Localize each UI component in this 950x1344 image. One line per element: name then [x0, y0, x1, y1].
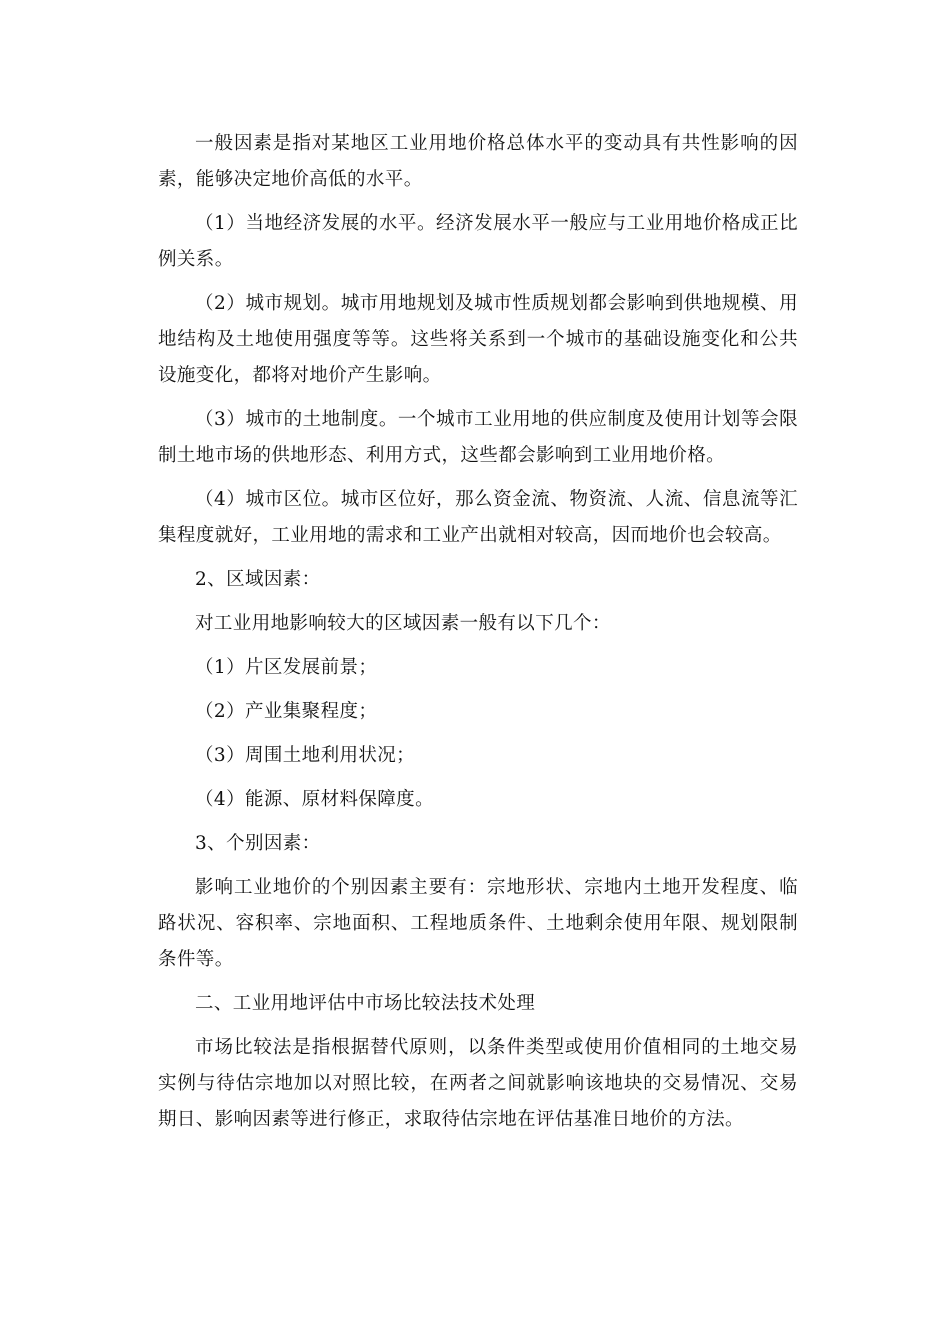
list-item-energy-supply: （4）能源、原材料保障度。 — [195, 789, 434, 810]
paragraph-economic-level: （1）当地经济发展的水平。经济发展水平一般应与工业用地价格成正比例关系。 — [158, 213, 798, 270]
paragraph-urban-location: （4）城市区位。城市区位好，那么资金流、物资流、人流、信息流等汇集程度就好，工业用地的需求和工业产出就相对较高，因而地价也会较高。 — [158, 489, 798, 546]
paragraph-individual-factors: 影响工业地价的个别因素主要有：宗地形状、宗地内土地开发程度、临路状况、容积率、宗地面积、工程地质条件、土地剩余使用年限、规划限制条件等。 — [158, 877, 798, 970]
paragraph-market-comparison: 市场比较法是指根据替代原则，以条件类型或使用价值相同的土地交易实例与待估宗地加以对照比较，在两者之间就影响该地块的交易情况、交易期日、影响因素等进行修正，求取待估宗地在评估基准日地价的方法。 — [158, 1037, 798, 1130]
list-item-industry-cluster: （2）产业集聚程度； — [195, 701, 378, 722]
paragraph-land-system: （3）城市的土地制度。一个城市工业用地的供应制度及使用计划等会限制土地市场的供地形态、利用方式，这些都会影响到工业用地价格。 — [158, 409, 798, 466]
list-item-district-prospect: （1）片区发展前景； — [195, 657, 378, 678]
heading-regional-factors: 2、区域因素： — [195, 569, 321, 590]
heading-market-comparison: 二、工业用地评估中市场比较法技术处理 — [195, 993, 536, 1014]
list-item-surrounding-land-use: （3）周围土地利用状况； — [195, 745, 416, 766]
document-body — [158, 126, 798, 1146]
paragraph-general-factors: 一般因素是指对某地区工业用地价格总体水平的变动具有共性影响的因素，能够决定地价高低的水平。 — [158, 133, 798, 190]
paragraph-regional-intro: 对工业用地影响较大的区域因素一般有以下几个： — [195, 613, 611, 634]
paragraph-urban-planning: （2）城市规划。城市用地规划及城市性质规划都会影响到供地规模、用地结构及土地使用强度等等。这些将关系到一个城市的基础设施变化和公共设施变化，都将对地价产生影响。 — [158, 293, 798, 386]
heading-individual-factors: 3、个别因素： — [195, 833, 321, 854]
